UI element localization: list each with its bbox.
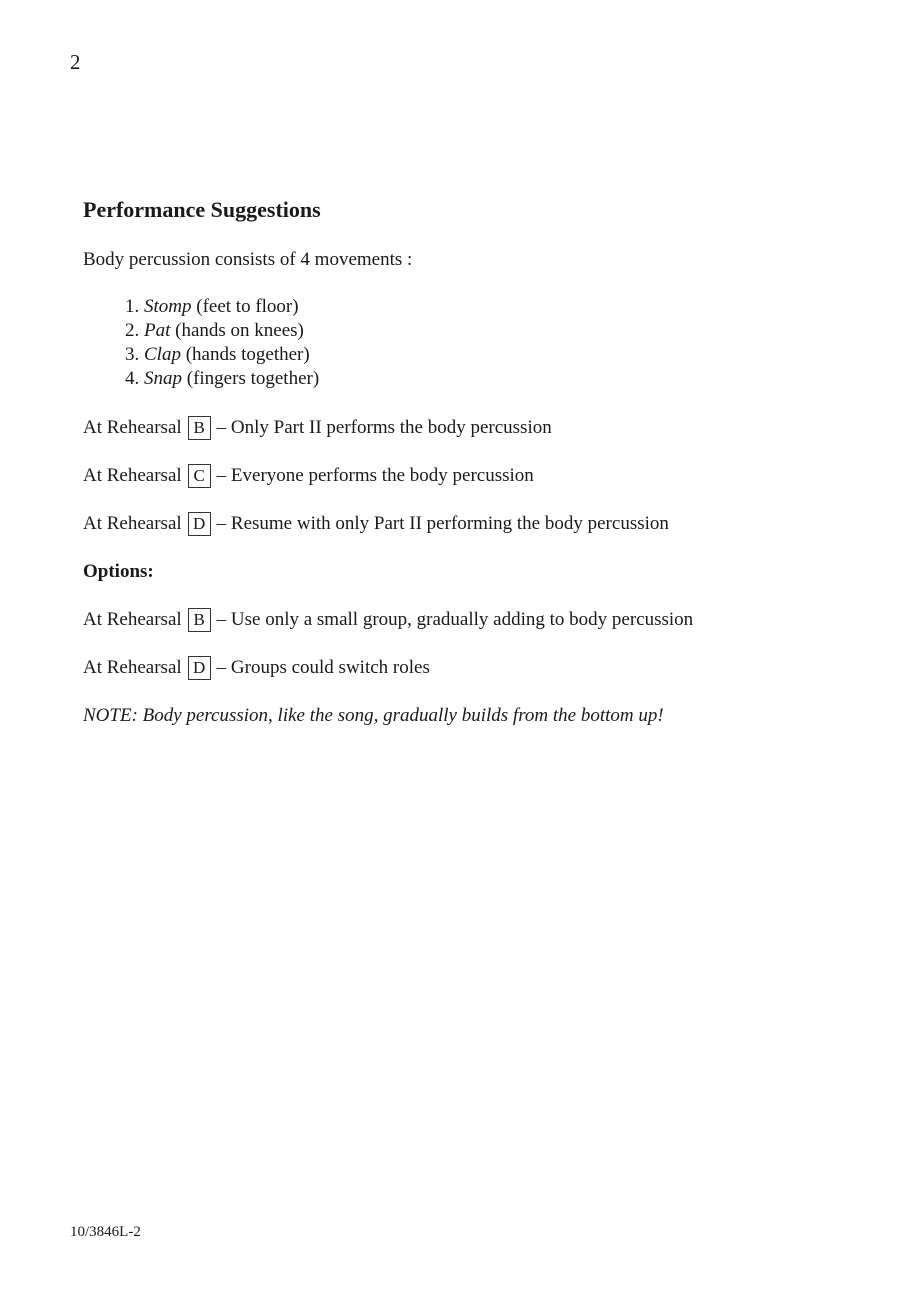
rehearsal-prefix: At Rehearsal <box>83 609 182 630</box>
rehearsal-text: – Only Part II performs the body percussion <box>216 417 552 438</box>
list-item <box>125 343 863 367</box>
rehearsal-prefix: At Rehearsal <box>83 513 182 534</box>
rehearsal-mark-box: B <box>188 608 211 632</box>
movement-desc: (hands on knees) <box>175 320 304 341</box>
list-item <box>125 367 863 391</box>
rehearsal-text: – Resume with only Part II performing the body percussion <box>216 513 669 534</box>
options-heading: Options: <box>83 561 154 582</box>
rehearsal-text: – Groups could switch roles <box>216 657 430 678</box>
rehearsal-prefix: At Rehearsal <box>83 417 182 438</box>
footer-catalog-code: 10/3846L-2 <box>70 1224 141 1240</box>
rehearsal-prefix: At Rehearsal <box>83 465 182 486</box>
rehearsal-prefix: At Rehearsal <box>83 657 182 678</box>
movement-name: Stomp <box>144 296 192 317</box>
option-instruction <box>83 655 863 681</box>
rehearsal-instruction <box>83 463 863 489</box>
rehearsal-mark-box: D <box>188 512 211 536</box>
rehearsal-mark-box: B <box>188 416 211 440</box>
list-item <box>125 319 863 343</box>
movements-list <box>83 295 863 391</box>
movement-name: Snap <box>144 368 182 389</box>
rehearsal-text: – Use only a small group, gradually adding to body percussion <box>216 609 694 630</box>
movement-number: 4. <box>125 368 140 389</box>
movement-number: 3. <box>125 344 140 365</box>
intro-text: Body percussion consists of 4 movements : <box>83 249 413 270</box>
page-title: Performance Suggestions <box>83 197 321 222</box>
movement-number: 2. <box>125 320 140 341</box>
movement-desc: (hands together) <box>185 344 310 365</box>
rehearsal-mark-box: D <box>188 656 211 680</box>
rehearsal-instruction <box>83 511 863 537</box>
list-item <box>125 295 863 319</box>
movement-desc: (fingers together) <box>186 368 320 389</box>
rehearsal-text: – Everyone performs the body percussion <box>216 465 534 486</box>
performance-suggestions-section <box>83 195 863 729</box>
movement-desc: (feet to floor) <box>196 296 299 317</box>
note-text: NOTE: Body percussion, like the song, gradually builds from the bottom up! <box>83 705 664 726</box>
rehearsal-instruction <box>83 415 863 441</box>
movement-name: Clap <box>144 344 181 365</box>
option-instruction <box>83 607 863 633</box>
rehearsal-mark-box: C <box>188 464 211 488</box>
movement-name: Pat <box>144 320 171 341</box>
page-number: 2 <box>70 50 81 74</box>
movement-number: 1. <box>125 296 140 317</box>
